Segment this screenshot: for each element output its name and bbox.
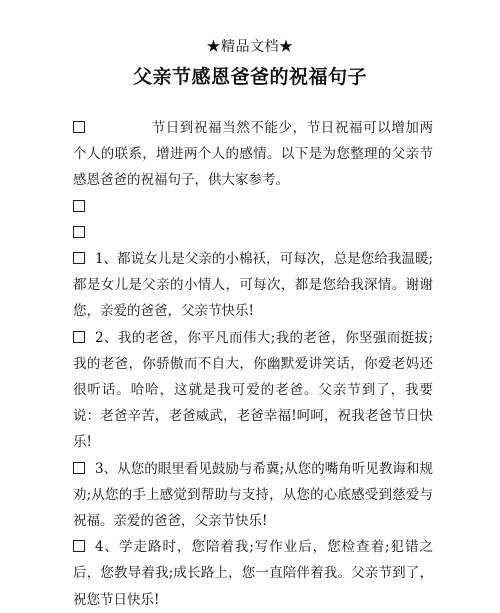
paragraph-text: 1、都说女儿是父亲的小棉袄，可每次，总是您给我温暖;都是女儿是父亲的小情人，可每次，都是您给我深情。谢谢您，亲爱的爸爸，父亲节快乐! <box>73 251 433 320</box>
paragraph-item-2 <box>73 325 433 456</box>
paragraph-text: 节日到祝福当然不能少，节日祝福可以增加两个人的联系，增进两个人的感情。以下是为您整理的父亲节感恩爸爸的祝福句子，供大家参考。 <box>73 120 433 189</box>
document-body <box>73 115 433 613</box>
paragraph-empty <box>73 220 433 246</box>
paragraph-text: 4、学走路时，您陪着我;写作业后，您检查着;犯错之后，您教导着我;成长路上，您一直陪伴着我。父亲节到了，祝您节日快乐! <box>73 539 433 608</box>
page-header: ★精品文档★ <box>206 39 294 55</box>
paragraph-item-4 <box>73 534 433 613</box>
document-title: 父亲节感恩爸爸的祝福句子 <box>132 66 367 88</box>
paragraph-item-1 <box>73 246 433 325</box>
paragraph-text: 3、从您的眼里看见鼓励与希冀;从您的嘴角听见教诲和规劝;从您的手上感觉到帮助与支持，从您的心底感受到慈爱与祝福。亲爱的爸爸，父亲节快乐! <box>73 460 433 530</box>
checkbox-square-icon <box>73 200 85 212</box>
paragraph-empty <box>73 194 433 220</box>
paragraph-text: 2、我的老爸，你平凡而伟大;我的老爸，你坚强而挺拔;我的老爸，你骄傲而不自大，你幽默爱讲笑话，你爱老妈还很听话。哈哈，这就是我可爱的老爸。父亲节到了，我要说：老爸辛苦，老爸威武，老爸幸福!呵呵，祝我老爸节日快乐! <box>73 329 433 451</box>
paragraph-intro <box>73 115 433 194</box>
checkbox-square-icon <box>73 331 85 343</box>
checkbox-square-icon <box>73 540 85 552</box>
checkbox-square-icon <box>73 462 85 474</box>
checkbox-square-icon <box>73 121 85 133</box>
checkbox-square-icon <box>73 226 85 238</box>
paragraph-item-3 <box>73 456 433 535</box>
checkbox-square-icon <box>73 252 85 264</box>
